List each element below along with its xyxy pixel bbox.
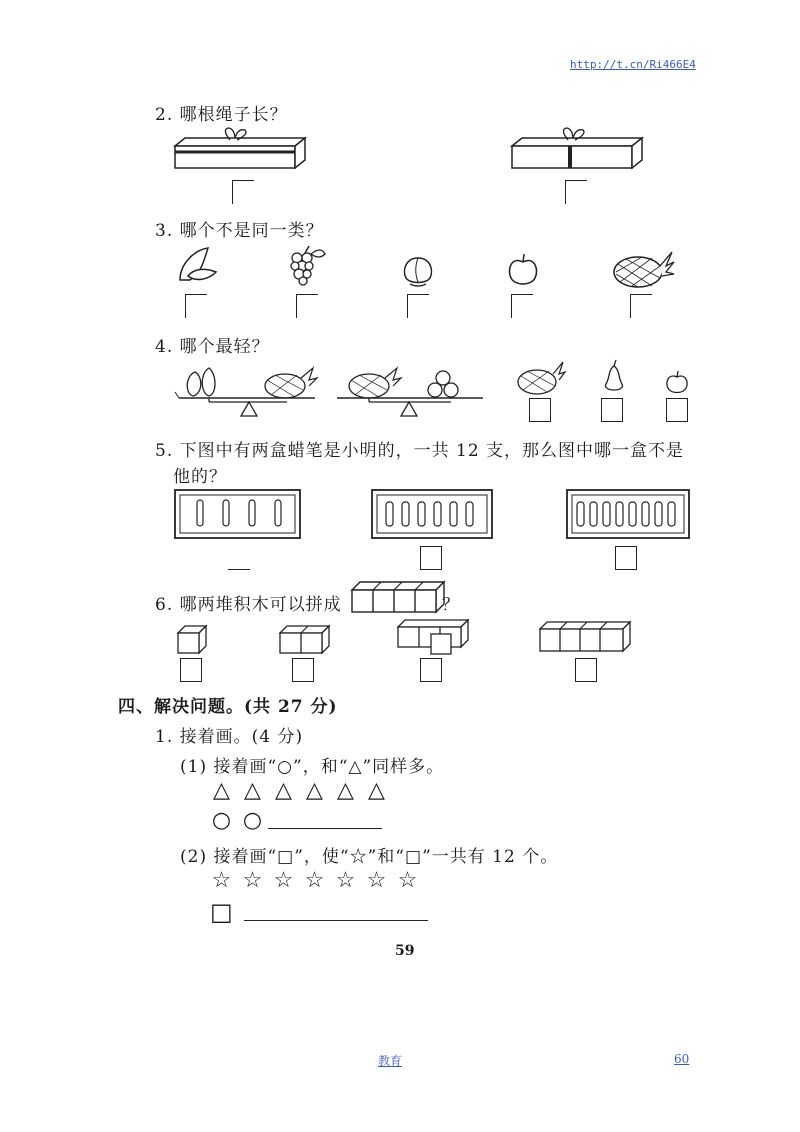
star-icon: ☆ xyxy=(273,868,294,893)
crayon-box-6 xyxy=(372,490,494,540)
answer-box-crayon-4[interactable] xyxy=(228,546,250,570)
star-icon: ☆ xyxy=(366,868,387,893)
crayon-box-4 xyxy=(175,490,303,540)
triangle-icon: △ xyxy=(244,778,261,803)
answer-box-rope-left[interactable] xyxy=(232,180,254,204)
answer-box-blocks-4[interactable] xyxy=(575,658,597,682)
answer-box-pineapple[interactable] xyxy=(630,294,652,318)
pineapple-small-icon xyxy=(515,358,565,396)
block-pile-3 xyxy=(398,620,470,656)
pineapple-icon xyxy=(612,244,674,290)
balance-scale-left-illustration xyxy=(175,360,320,420)
question-5-line2: 他的？ xyxy=(173,467,227,487)
question-3-text: 3. 哪个不是同一类？ xyxy=(155,221,324,241)
triangle-row xyxy=(206,778,392,803)
square-icon: □ xyxy=(210,898,233,926)
circle-answer-line[interactable] xyxy=(268,828,382,829)
footer-link[interactable]: 教育 xyxy=(378,1054,403,1068)
balance-scale-right-illustration xyxy=(333,360,488,420)
target-blocks-illustration xyxy=(352,580,444,614)
question-6-prefix: 6. 哪两堆积木可以拼成 xyxy=(155,595,342,615)
banana-icon xyxy=(176,246,218,286)
triangle-icon: △ xyxy=(306,778,323,803)
circle-icon: ○ xyxy=(211,808,232,833)
star-icon: ☆ xyxy=(304,868,325,893)
gift-box-left-illustration xyxy=(175,128,305,178)
peach-icon xyxy=(400,252,436,290)
star-icon: ☆ xyxy=(211,868,232,893)
circle-row xyxy=(206,808,268,833)
answer-box-peach[interactable] xyxy=(407,294,429,318)
answer-box-grapes[interactable] xyxy=(296,294,318,318)
apple-small-icon xyxy=(664,370,690,396)
answer-box-blocks-3[interactable] xyxy=(420,658,442,682)
star-icon: ☆ xyxy=(397,868,418,893)
header-url-link[interactable]: http://t.cn/Ri466E4 xyxy=(570,58,696,71)
block-pile-2 xyxy=(280,626,330,656)
triangle-icon: △ xyxy=(337,778,354,803)
triangle-icon: △ xyxy=(213,778,230,803)
page-number: 59 xyxy=(395,943,415,959)
answer-box-blocks-1[interactable] xyxy=(180,658,202,682)
block-pile-4 xyxy=(540,620,632,656)
answer-box-apple[interactable] xyxy=(511,294,533,318)
question-5-line1: 5. 下图中有两盒蜡笔是小明的，一共 12 支，那么图中哪一盒不是 xyxy=(155,441,685,461)
triangle-icon: △ xyxy=(368,778,385,803)
crayon-box-8 xyxy=(567,490,691,540)
circle-icon: ○ xyxy=(242,808,263,833)
star-icon: ☆ xyxy=(242,868,263,893)
answer-box-blocks-2[interactable] xyxy=(292,658,314,682)
gift-box-right-illustration xyxy=(512,128,642,178)
star-icon: ☆ xyxy=(335,868,356,893)
question-2-text: 2. 哪根绳子长？ xyxy=(155,105,288,125)
section-4-part-1: (1) 接着画“○”，和“△”同样多。 xyxy=(180,757,445,777)
question-6-suffix: ？ xyxy=(442,595,460,615)
pear-icon xyxy=(600,360,628,396)
answer-box-banana[interactable] xyxy=(185,294,207,318)
triangle-icon: △ xyxy=(275,778,292,803)
answer-box-apple-light[interactable] xyxy=(666,398,688,422)
footer-page-index[interactable]: 60 xyxy=(674,1052,690,1066)
apple-icon xyxy=(505,252,541,290)
answer-box-pear-light[interactable] xyxy=(601,398,623,422)
star-row xyxy=(206,868,423,893)
section-4-part-2: (2) 接着画“□”，使“☆”和“□”一共有 12 个。 xyxy=(180,847,559,867)
answer-box-rope-right[interactable] xyxy=(565,180,587,204)
question-4-text: 4. 哪个最轻？ xyxy=(155,337,270,357)
block-pile-1 xyxy=(178,626,208,656)
section-4-title: 四、解决问题。(共 27 分) xyxy=(118,697,338,717)
answer-box-crayon-8[interactable] xyxy=(615,546,637,570)
section-4-item-1: 1. 接着画。(4 分) xyxy=(155,727,304,747)
answer-box-crayon-6[interactable] xyxy=(420,546,442,570)
grapes-icon xyxy=(287,244,327,288)
answer-box-pineapple-light[interactable] xyxy=(529,398,551,422)
square-answer-line[interactable] xyxy=(244,920,428,921)
